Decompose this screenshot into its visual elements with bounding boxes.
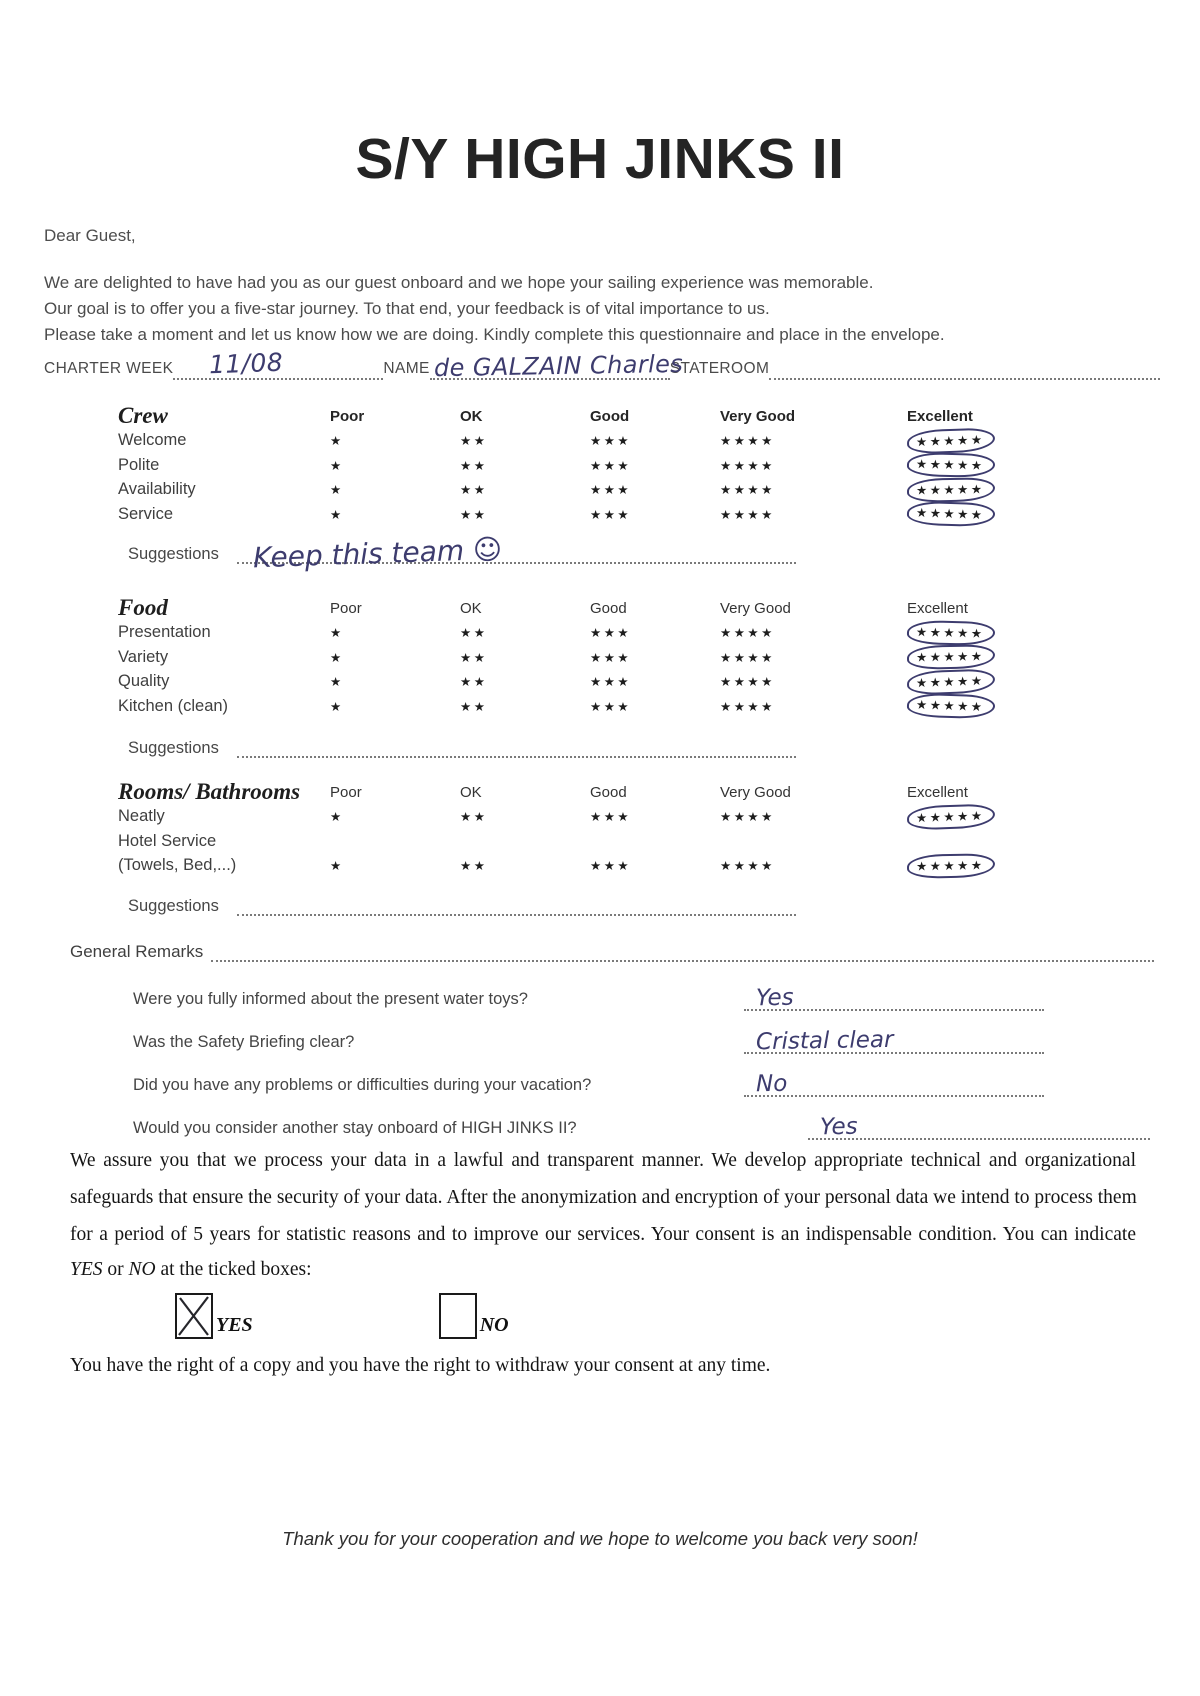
handwritten-circle: ★★★★★ xyxy=(907,644,995,670)
food-suggestions xyxy=(128,734,796,758)
rating-cell-poor[interactable]: ★ xyxy=(330,507,344,522)
intro-line-3: Please take a moment and let us know how we are doing. Kindly complete this questionnaire and place in the envelope. xyxy=(44,325,945,344)
rating-cell-ok[interactable]: ★★ xyxy=(460,483,488,498)
answer-handwritten-value: Cristal clear xyxy=(755,1026,894,1056)
question-text: Did you have any problems or difficulties during your vacation? xyxy=(133,1076,592,1094)
rooms-header-very-good: Very Good xyxy=(720,783,791,801)
rating-cell-very-good[interactable]: ★★★★ xyxy=(720,483,775,498)
answer-field[interactable] xyxy=(744,1069,1044,1097)
consent-line-3: for a period of 5 years for statistic reasons and to improve our services. Your consent is an indispensable condition. You can indicate xyxy=(70,1224,1136,1245)
rooms-suggestions xyxy=(128,892,796,916)
crew-suggestions xyxy=(128,532,796,575)
consent-tail: at the ticked boxes: xyxy=(155,1259,312,1280)
food-section-title: Food xyxy=(118,595,168,621)
question-row xyxy=(133,1097,1156,1140)
crew-header-ok: OK xyxy=(460,407,483,425)
name-label: NAME xyxy=(383,360,430,377)
crew-suggestions-handwritten-value: Keep this team ☺ xyxy=(252,532,503,575)
rating-cell-good[interactable]: ★★★ xyxy=(590,507,632,522)
rating-cell-poor[interactable]: ★ xyxy=(330,626,344,641)
rating-cell-excellent-selected[interactable] xyxy=(907,645,1037,670)
crew-header-poor: Poor xyxy=(330,407,365,425)
no-checkbox[interactable] xyxy=(439,1293,477,1339)
consent-line-4 xyxy=(70,1253,1136,1287)
rooms-header-poor: Poor xyxy=(330,783,362,801)
rating-cell-ok[interactable]: ★★ xyxy=(460,810,488,825)
rating-cell-poor[interactable]: ★ xyxy=(330,810,344,825)
food-row-label: Presentation xyxy=(118,623,211,642)
rooms-suggestions-field[interactable] xyxy=(237,892,796,916)
yes-checkbox-label: YES xyxy=(216,1314,253,1336)
charter-week-handwritten-value: 11/08 xyxy=(208,347,284,380)
food-header-ok: OK xyxy=(460,599,482,617)
consent-yes-word: YES xyxy=(70,1259,103,1280)
rating-cell-ok[interactable]: ★★ xyxy=(460,507,488,522)
rooms-header-ok: OK xyxy=(460,783,482,801)
handwritten-circle: ★★★★★ xyxy=(907,668,995,695)
intro-line-1: We are delighted to have had you as our guest onboard and we hope your sailing experience was memorable. xyxy=(44,273,874,292)
rating-cell-poor[interactable]: ★ xyxy=(330,483,344,498)
rating-cell-good[interactable]: ★★★ xyxy=(590,699,632,714)
charter-week-label: CHARTER WEEK xyxy=(44,360,174,377)
rating-cell-good[interactable]: ★★★ xyxy=(590,458,632,473)
answer-handwritten-value: Yes xyxy=(755,984,794,1012)
question-row xyxy=(133,1011,1156,1054)
handwritten-circle: ★★★★★ xyxy=(907,803,995,830)
crew-header-very-good: Very Good xyxy=(720,407,796,425)
yes-checkbox[interactable] xyxy=(175,1293,213,1339)
page-title: S/Y HIGH JINKS II xyxy=(355,127,845,191)
food-rating-table xyxy=(118,596,1037,719)
rating-cell-excellent-selected[interactable] xyxy=(907,621,1037,646)
food-header-excellent: Excellent xyxy=(907,599,968,617)
food-row-label: Kitchen (clean) xyxy=(118,696,229,715)
rating-cell-very-good[interactable]: ★★★★ xyxy=(720,507,775,522)
rating-cell-very-good[interactable]: ★★★★ xyxy=(720,650,775,665)
rooms-suggestions-label: Suggestions xyxy=(128,897,219,915)
handwritten-circle: ★★★★★ xyxy=(907,620,995,646)
rating-cell-poor[interactable]: ★ xyxy=(330,650,344,665)
rooms-header-excellent: Excellent xyxy=(907,783,968,801)
question-row xyxy=(133,1054,1156,1097)
general-remarks xyxy=(70,940,1154,962)
rating-cell-excellent-selected[interactable] xyxy=(907,478,1037,503)
rating-cell-excellent-selected[interactable] xyxy=(907,670,1037,695)
food-row-label: Variety xyxy=(118,647,169,666)
rooms-header-good: Good xyxy=(590,783,627,801)
rating-cell-very-good[interactable]: ★★★★ xyxy=(720,859,775,874)
rating-cell-excellent-selected[interactable] xyxy=(907,854,1037,879)
crew-header-good: Good xyxy=(590,407,630,425)
answer-field[interactable] xyxy=(744,1026,1044,1054)
name-field[interactable] xyxy=(430,349,684,383)
consent-line-2: safeguards that ensure the security of your data. After the anonymization and encryption of your personal data we intend to process them xyxy=(70,1187,1137,1208)
rating-cell-very-good[interactable]: ★★★★ xyxy=(720,434,775,449)
rating-cell-excellent-selected[interactable] xyxy=(907,453,1037,478)
rating-cell-ok[interactable]: ★★ xyxy=(460,650,488,665)
rating-cell-excellent-selected[interactable] xyxy=(907,805,1037,830)
handwritten-circle: ★★★★★ xyxy=(907,501,995,528)
food-header-good: Good xyxy=(590,599,627,617)
question-row xyxy=(133,968,1156,1011)
intro-paragraph xyxy=(44,270,945,348)
rooms-row-label-line2: (Towels, Bed,...) xyxy=(118,856,237,875)
rating-cell-excellent-selected[interactable] xyxy=(907,694,1037,719)
crew-row-label: Service xyxy=(118,504,174,523)
food-suggestions-label: Suggestions xyxy=(128,739,219,757)
rating-cell-ok[interactable]: ★★ xyxy=(460,859,488,874)
name-handwritten-value: de GALZAIN Charles xyxy=(433,349,684,383)
crew-suggestions-field[interactable] xyxy=(237,532,796,575)
crew-rating-table xyxy=(118,404,1037,527)
food-header-poor: Poor xyxy=(330,599,362,617)
rooms-row-label: Neatly xyxy=(118,807,165,826)
food-suggestions-field[interactable] xyxy=(237,734,796,758)
food-header-very-good: Very Good xyxy=(720,599,791,617)
consent-rights-line: You have the right of a copy and you have the right to withdraw your consent at any time. xyxy=(70,1355,771,1376)
rating-cell-very-good[interactable]: ★★★★ xyxy=(720,699,775,714)
rating-cell-very-good[interactable]: ★★★★ xyxy=(720,458,775,473)
header-fields xyxy=(44,347,1160,383)
footer-thanks: Thank you for your cooperation and we hope to welcome you back very soon! xyxy=(282,1528,918,1549)
handwritten-circle: ★★★★★ xyxy=(907,693,995,720)
question-text: Was the Safety Briefing clear? xyxy=(133,1033,355,1051)
rating-cell-ok[interactable]: ★★ xyxy=(460,626,488,641)
rating-cell-good[interactable]: ★★★ xyxy=(590,675,632,690)
crew-header-excellent: Excellent xyxy=(907,407,973,425)
rating-cell-poor[interactable]: ★ xyxy=(330,675,344,690)
answer-handwritten-value: No xyxy=(755,1070,788,1098)
answer-field[interactable] xyxy=(744,983,1044,1011)
crew-section-title: Crew xyxy=(118,403,168,429)
rating-cell-excellent-selected[interactable] xyxy=(907,429,1037,454)
stateroom-label: STATEROOM xyxy=(669,360,770,377)
rating-cell-poor[interactable]: ★ xyxy=(330,859,344,874)
question-text: Were you fully informed about the present water toys? xyxy=(133,990,528,1008)
rooms-rating-table xyxy=(118,780,1037,878)
rating-cell-ok[interactable]: ★★ xyxy=(460,434,488,449)
handwritten-circle: ★★★★★ xyxy=(907,853,995,879)
rating-cell-excellent-selected[interactable] xyxy=(907,502,1037,527)
consent-or-word: or xyxy=(102,1259,129,1280)
answer-handwritten-value: Yes xyxy=(819,1113,858,1141)
crew-row-label: Polite xyxy=(118,455,160,474)
consent-checkboxes xyxy=(175,1291,1136,1339)
rating-cell-good[interactable]: ★★★ xyxy=(590,434,632,449)
rating-cell-ok[interactable]: ★★ xyxy=(460,675,488,690)
rating-cell-very-good[interactable]: ★★★★ xyxy=(720,675,775,690)
crew-row-label: Welcome xyxy=(118,431,187,450)
rating-cell-ok[interactable]: ★★ xyxy=(460,458,488,473)
crew-row-label: Availability xyxy=(118,480,196,499)
answer-field[interactable] xyxy=(808,1112,1150,1140)
salutation: Dear Guest, xyxy=(44,226,136,245)
handwritten-circle: ★★★★★ xyxy=(907,452,995,478)
rating-cell-good[interactable]: ★★★ xyxy=(590,859,632,874)
question-text: Would you consider another stay onboard of HIGH JINKS II? xyxy=(133,1119,577,1137)
rating-cell-good[interactable]: ★★★ xyxy=(590,483,632,498)
rating-cell-ok[interactable]: ★★ xyxy=(460,699,488,714)
consent-line-1: We assure you that we process your data in a lawful and transparent manner. We develop appropriate technical and organizational xyxy=(70,1150,1136,1171)
stateroom-field[interactable] xyxy=(769,352,1160,380)
food-row-label: Quality xyxy=(118,672,170,691)
general-remarks-questions xyxy=(133,968,1156,1140)
rooms-row-label-line1: Hotel Service xyxy=(118,831,217,850)
consent-no-word: NO xyxy=(128,1259,156,1280)
rating-cell-very-good[interactable]: ★★★★ xyxy=(720,810,775,825)
rating-cell-poor[interactable]: ★ xyxy=(330,699,344,714)
rating-cell-poor[interactable]: ★ xyxy=(330,434,344,449)
rooms-section-title: Rooms/ Bathrooms xyxy=(118,779,301,805)
rating-cell-good[interactable]: ★★★ xyxy=(590,810,632,825)
rating-cell-very-good[interactable]: ★★★★ xyxy=(720,626,775,641)
crew-suggestions-label: Suggestions xyxy=(128,545,219,563)
rating-cell-good[interactable]: ★★★ xyxy=(590,626,632,641)
charter-week-field[interactable] xyxy=(173,347,383,380)
handwritten-circle: ★★★★★ xyxy=(907,477,995,503)
rating-cell-good[interactable]: ★★★ xyxy=(590,650,632,665)
intro-line-2: Our goal is to offer you a five-star journey. To that end, your feedback is of vital importance to us. xyxy=(44,299,770,318)
yes-checkbox-x-mark xyxy=(177,1295,211,1337)
consent-section xyxy=(70,1142,1136,1377)
rating-cell-poor[interactable]: ★ xyxy=(330,458,344,473)
handwritten-circle: ★★★★★ xyxy=(907,427,995,454)
no-checkbox-label: NO xyxy=(479,1314,509,1336)
general-remarks-label: General Remarks xyxy=(70,942,204,961)
general-remarks-field[interactable] xyxy=(211,940,1154,962)
